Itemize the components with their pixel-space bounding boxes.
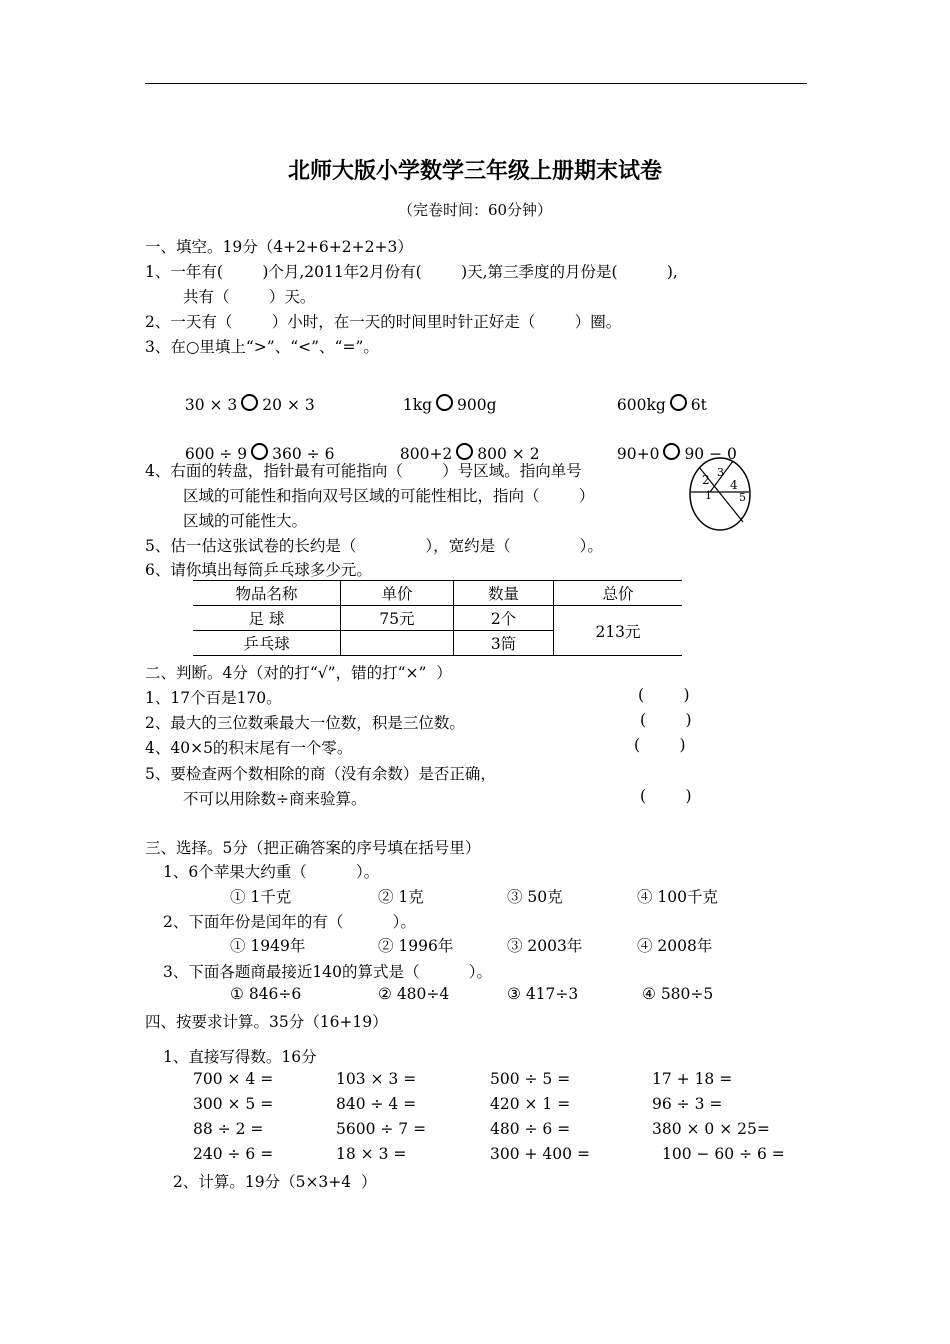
choice-option: ② 480÷4 [378, 985, 450, 1003]
spinner-label: 3 [717, 466, 724, 479]
choice-question: 3、下面各题商最接近140的算式是（ ）。 [163, 963, 492, 981]
blank-circle[interactable] [670, 394, 687, 411]
choice-question: 1、6个苹果大约重（ ）。 [163, 863, 380, 881]
calc-item: 840 ÷ 4 = [336, 1095, 417, 1113]
choice-option: ③ 417÷3 [507, 985, 579, 1003]
calc-item: 103 × 3 = [336, 1070, 417, 1088]
choice-option: ② 1克 [378, 888, 424, 906]
compare-left: 800+2 [399, 445, 453, 463]
table-header: 物品名称 [193, 581, 341, 606]
question-6: 6、请你填出每筒乒乓球多少元。 [145, 561, 372, 579]
answer-paren[interactable]: ( ) [640, 787, 692, 805]
compare-left: 600kg [616, 396, 666, 414]
choice-option: ① 1949年 [230, 937, 306, 955]
calc-item: 300 + 400 = [490, 1145, 590, 1163]
choice-option: ④ 2008年 [637, 937, 713, 955]
blank-circle[interactable] [663, 443, 680, 460]
blank-circle[interactable] [456, 443, 473, 460]
choice-question: 2、下面年份是闰年的有（ ）。 [163, 913, 416, 931]
question-3: 3、在○里填上“>”、“<”、“=”。 [145, 338, 379, 356]
table-cell: 3筒 [454, 631, 554, 656]
calc-item: 18 × 3 = [336, 1145, 407, 1163]
compare-right: 360 ÷ 6 [272, 445, 335, 463]
spinner-label: 2 [702, 473, 710, 487]
judge-item: 1、17个百是170。 [145, 689, 282, 707]
question-1b: 共有（ ）天。 [183, 288, 316, 306]
blank-circle[interactable] [251, 443, 268, 460]
choice-option: ④ 580÷5 [642, 985, 714, 1003]
calc-item: 88 ÷ 2 = [193, 1120, 264, 1138]
calc-item: 700 × 4 = [193, 1070, 274, 1088]
question-5: 5、估一估这张试卷的长约是（ ），宽约是（ ）。 [145, 537, 603, 555]
choice-option: ③ 50克 [507, 888, 563, 906]
choice-option: ① 846÷6 [230, 985, 302, 1003]
choice-option: ④ 100千克 [637, 888, 719, 906]
calc-item: 380 × 0 × 25= [652, 1120, 770, 1138]
compare-item [390, 425, 540, 463]
spinner-diagram [685, 454, 755, 534]
calc-item: 480 ÷ 6 = [490, 1120, 571, 1138]
calc-item: 17 + 18 = [652, 1070, 733, 1088]
calc-item: 96 ÷ 3 = [652, 1095, 723, 1113]
question-4b: 区域的可能性和指向双号区域的可能性相比，指向（ ） [183, 487, 595, 505]
table-header-row [193, 581, 682, 606]
table-row [193, 606, 682, 631]
exam-duration: （完卷时间：60分钟） [397, 201, 553, 219]
section1-heading: 一、填空。19分（4+2+6+2+2+3） [145, 238, 413, 256]
question-4a: 4、右面的转盘，指针最有可能指向（ ）号区域。指向单号 [145, 462, 582, 480]
judge-item: 2、最大的三位数乘最大一位数，积是三位数。 [145, 714, 465, 732]
table-cell: 足 球 [193, 606, 341, 631]
choice-option: ② 1996年 [378, 937, 454, 955]
calc-item: 420 × 1 = [490, 1095, 571, 1113]
spinner-label: 5 [739, 491, 746, 504]
compare-item [607, 376, 707, 414]
section2-heading: 二、判断。4分（对的打“√”，错的打“×” ） [145, 664, 452, 682]
header-rule [145, 83, 807, 84]
compare-left: 30 × 3 [184, 396, 238, 414]
subsection-heading: 2、计算。19分（5×3+4 ） [173, 1173, 377, 1191]
compare-right: 900g [457, 396, 497, 414]
answer-paren[interactable]: ( ) [640, 711, 692, 729]
judge-item: 5、要检查两个数相除的商（没有余数）是否正确， [145, 765, 496, 783]
blank-circle[interactable] [436, 394, 453, 411]
judge-item-cont: 不可以用除数÷商来验算。 [183, 790, 367, 808]
table-cell: 2个 [454, 606, 554, 631]
compare-left: 90+0 [616, 445, 660, 463]
question-2: 2、一天有（ ）小时，在一天的时间里时针正好走（ ）圈。 [145, 313, 622, 331]
calc-item: 5600 ÷ 7 = [336, 1120, 427, 1138]
calc-item: 300 × 5 = [193, 1095, 274, 1113]
spinner-label: 1 [705, 489, 712, 502]
price-table [193, 580, 682, 656]
section3-heading: 三、选择。5分（把正确答案的序号填在括号里） [145, 839, 481, 857]
table-cell: 75元 [341, 606, 454, 631]
compare-left: 1kg [402, 396, 433, 414]
table-header: 单价 [341, 581, 454, 606]
compare-item [175, 376, 315, 414]
calc-item: 100 − 60 ÷ 6 = [662, 1145, 785, 1163]
section4-heading: 四、按要求计算。35分（16+19） [145, 1013, 388, 1031]
subsection-heading: 1、直接写得数。16分 [163, 1048, 317, 1066]
spinner-label: 4 [730, 478, 738, 492]
compare-right: 20 × 3 [262, 396, 315, 414]
judge-item: 4、40×5的积末尾有一个零。 [145, 739, 353, 757]
table-header: 数量 [454, 581, 554, 606]
blank-circle[interactable] [241, 394, 258, 411]
table-cell-blank[interactable] [341, 631, 454, 656]
calc-item: 240 ÷ 6 = [193, 1145, 274, 1163]
answer-paren[interactable]: ( ) [638, 686, 690, 704]
compare-right: 6t [690, 396, 707, 414]
compare-item [393, 376, 497, 414]
answer-paren[interactable]: ( ) [634, 736, 686, 754]
table-cell-total: 213元 [554, 606, 683, 656]
compare-left: 600 ÷ 9 [184, 445, 248, 463]
choice-option: ① 1千克 [230, 888, 292, 906]
choice-option: ③ 2003年 [507, 937, 583, 955]
compare-right: 800 × 2 [477, 445, 540, 463]
page-title: 北师大版小学数学三年级上册期末试卷 [287, 159, 662, 184]
compare-item [175, 425, 334, 463]
compare-right: 90 − 0 [684, 445, 737, 463]
question-4c: 区域的可能性大。 [183, 512, 308, 530]
table-header: 总价 [554, 581, 683, 606]
question-1a: 1、一年有( )个月,2011年2月份有( )天,第三季度的月份是( ), [145, 263, 678, 281]
calc-item: 500 ÷ 5 = [490, 1070, 571, 1088]
table-cell: 乒乓球 [193, 631, 341, 656]
